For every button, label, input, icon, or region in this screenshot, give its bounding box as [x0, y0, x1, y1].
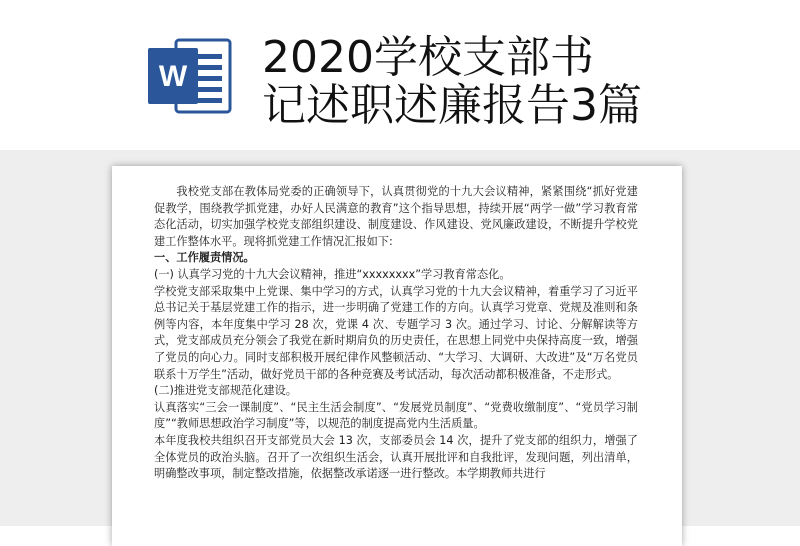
document-page [112, 166, 682, 546]
paragraph-meetings: 本年度我校共组织召开支部党员大会 13 次，支部委员会 14 次，提升了党支部的组织力，增强了全体党员的政治头脑。召开了一次组织生活会，认真开展批评和自我批评，发现问题，列出清单，明确整改事项，制定整改措施，依据整改承诺逐一进行整改。本学期教师共进行 [154, 433, 638, 481]
section-heading: 一、工作履责情况。 [154, 251, 255, 265]
document-body [154, 184, 638, 483]
page-title [262, 34, 642, 130]
subsection-heading-2: (二)推进党支部规范化建设。 [154, 384, 297, 398]
word-document-icon [146, 38, 232, 114]
paragraph-intro: 我校党支部在教体局党委的正确领导下，认真贯彻党的十九大会议精神，紧紧围绕“抓好党建促教学，围绕教学抓党建，办好人民满意的教育”这个指导思想，持续开展“两学一做”学习教育常态化活动，切实加强学校党支部组织建设、制度建设、作风建设、党风廉政建设，不断提升学校党建工作整体水平。现将抓党建工作情况汇报如下: [154, 185, 638, 248]
header-banner [0, 0, 800, 150]
title-line-1: 2020学校支部书 [262, 32, 594, 83]
paragraph-system: 认真落实“三会一课制度”、“民主生活会制度”、“发展党员制度”、“党费收缴制度”、“党员学习制度”“教师思想政治学习制度”等，以规范的制度提高党内生活质量。 [154, 400, 638, 431]
word-icon-letter: W [158, 60, 188, 93]
subsection-heading-1: (一) 认真学习党的十九大会议精神，推进“xxxxxxxx”学习教育常态化。 [154, 267, 511, 281]
paragraph-study: 学校党支部采取集中上党课、集中学习的方式，认真学习党的十九大会议精神，着重学习了习近平总书记关于基层党建工作的指示，进一步明确了党建工作的方向。认真学习党章、党规及准则和条例等内容，本年度集中学习 28 次，党课 4 次、专题学习 3 次。通过学习、讨论、分解解读等方式，党支部成员充分领会了我党在新时期肩负的历史责任，在思想上同党中央保持高度一致，增强了党员的向心力。同时支部积极开展纪律作风整顿活动、“大学习、大调研、大改进”及“万名党员联系十万学生”活动，做好党员干部的各种竞赛及考试活动，每次活动都积极准备，不走形式。 [154, 284, 638, 381]
title-line-2: 记述职述廉报告3篇 [262, 80, 642, 131]
